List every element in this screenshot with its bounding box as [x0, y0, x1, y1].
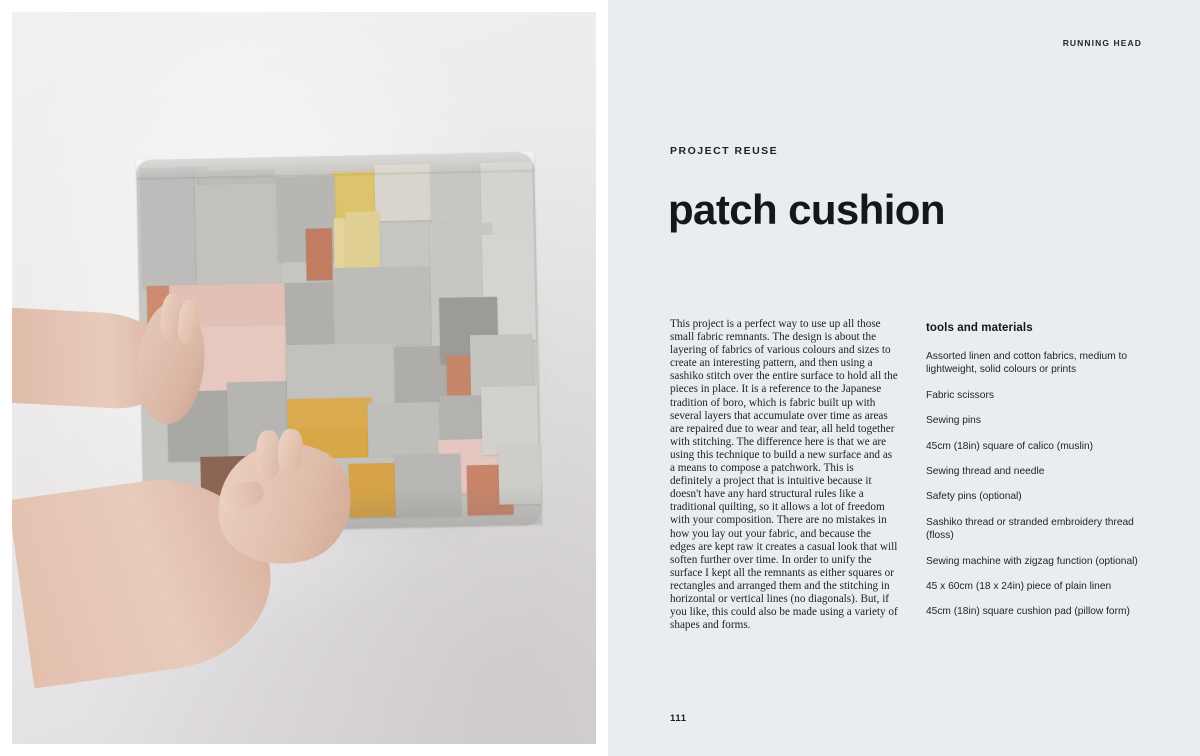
right-page	[608, 0, 1200, 756]
project-kicker: PROJECT REUSE	[670, 145, 779, 157]
patch-grey-centre-large	[332, 266, 434, 346]
lower-thumb	[217, 477, 268, 518]
lower-finger-2	[277, 428, 304, 474]
running-head: RUNNING HEAD	[1062, 38, 1142, 48]
list-item: 45 x 60cm (18 x 24in) piece of plain linen	[926, 581, 1112, 593]
tools-heading: tools and materials	[926, 322, 1033, 334]
list-item: Sashiko thread or stranded embroidery thread (floss)	[926, 516, 1134, 542]
list-item: Sewing pins	[926, 415, 981, 427]
page-title: patch cushion	[668, 186, 945, 234]
tools-and-materials-panel	[926, 322, 1148, 631]
patch-rust-small	[306, 228, 333, 281]
patch-rust-right-small	[446, 355, 471, 395]
list-item: Assorted linen and cotton fabrics, medium to lightweight, solid colours or prints	[926, 351, 1128, 376]
list-item: Sewing thread and needle	[926, 466, 1045, 478]
patch-top-grey-wide	[195, 183, 281, 289]
list-item: Safety pins (optional)	[926, 491, 1022, 503]
list-item: 45cm (18in) square of calico (muslin)	[926, 440, 1094, 452]
cushion-photograph	[12, 12, 596, 744]
body-text: This project is a perfect way to use up all those small fabric remnants. The design is about the layering of fabrics of various colours and sizes to create an interesting pattern, and then using a sashiko stitch over the entire surface to hold all the pieces in place. It is a reference to the Japanese tradition of boro, which is fabric built up with several layers that accumulate over time as areas are repaired due to wear and tear, all held together with stitching. The difference here is that we are using this technique to build a new surface and as a means to compose a patchwork. This is definitely a project that is intuitive because it doesn't have any hard structural rules like a traditional quilting, so it allows a lot of freedom with your composition. There are no mistakes in how you lay out your fabric, and because the edges are kept raw it creates a casual look that will soften further over time. In order to unify the surface I kept all the remnants as either squares or rectangles and arranged them and the stitching in horizontal or vertical lines (no diagonals). But, if you like, this could also be made using a variety of shapes and forms.	[670, 318, 898, 632]
page-number: 111	[670, 713, 687, 724]
list-item: Fabric scissors	[926, 389, 994, 401]
patch-yellow-strip	[345, 211, 380, 274]
lower-finger-1	[257, 430, 281, 478]
list-item: 45cm (18in) square cushion pad (pillow form)	[926, 606, 1130, 618]
list-item: Sewing machine with zigzag function (optional)	[926, 555, 1138, 567]
